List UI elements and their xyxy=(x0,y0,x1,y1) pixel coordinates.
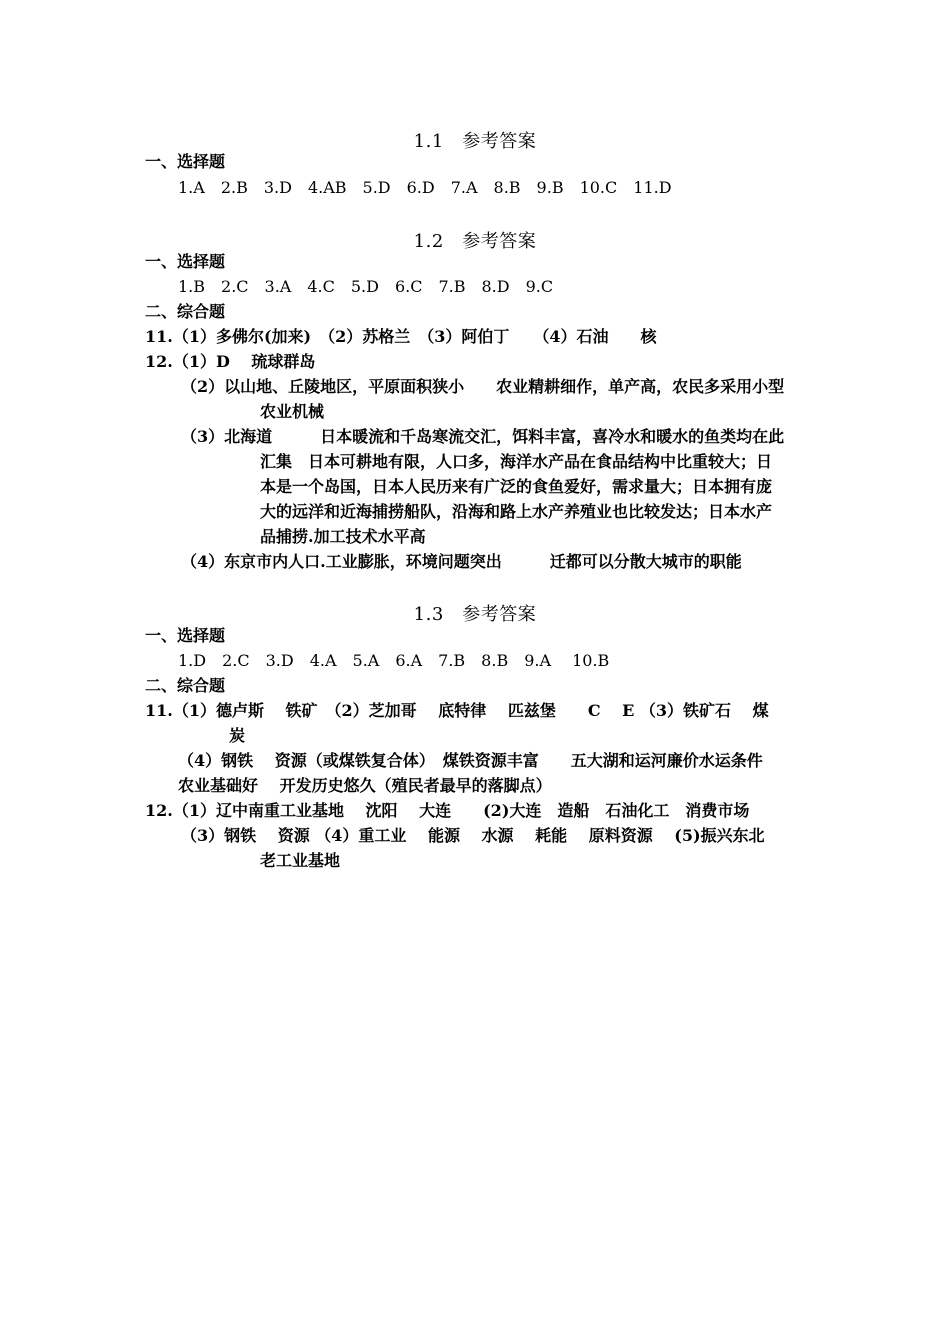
section-title-1-2: 1.2 参考答案 xyxy=(413,231,537,252)
answer-line: 农业机械 xyxy=(260,402,325,421)
answer-line: 汇集 日本可耕地有限，人口多，海洋水产品在食品结构中比重较大；日 xyxy=(260,452,773,471)
answer-line: 农业基础好 开发历史悠久（殖民者最早的落脚点） xyxy=(178,776,552,795)
answer-line: （3）钢铁 资源 （4）重工业 能源 水源 耗能 原料资源 (5)振兴东北 xyxy=(181,826,765,845)
answer-line: 老工业基地 xyxy=(260,851,341,870)
section-title-1-1: 1.1 参考答案 xyxy=(413,131,537,152)
answer-line: 11.（1）德卢斯 铁矿 （2）芝加哥 底特律 匹兹堡 C E （3）铁矿石 煤 xyxy=(145,701,769,720)
choice-answers: 1.A 2.B 3.D 4.AB 5.D 6.D 7.A 8.B 9.B 10.C 11.D xyxy=(178,178,672,197)
answer-line: 本是一个岛国，日本人民历来有广泛的食鱼爱好，需求量大；日本拥有庞 xyxy=(260,477,773,496)
answer-line: 品捕捞.加工技术水平高 xyxy=(260,527,426,546)
answer-line: （4）钢铁 资源（或煤铁复合体） 煤铁资源丰富 五大湖和运河廉价水运条件 xyxy=(178,751,763,770)
heading-choice-questions: 一、选择题 xyxy=(145,152,226,171)
answer-line: （3）北海道 日本暖流和千岛寒流交汇，饵料丰富，喜冷水和暖水的鱼类均在此 xyxy=(181,427,785,446)
answer-line: 12.（1）辽中南重工业基地 沈阳 大连 (2)大连 造船 石油化工 消费市场 xyxy=(145,801,750,820)
answer-line: 12.（1）D 琉球群岛 xyxy=(145,352,316,371)
answer-line: 11.（1）多佛尔(加来) （2）苏格兰 （3）阿伯丁 （4）石油 核 xyxy=(145,327,657,346)
heading-comprehensive-questions: 二、综合题 xyxy=(145,676,226,695)
answer-line: （4）东京市内人口.工业膨胀，环境问题突出 迁都可以分散大城市的职能 xyxy=(181,552,742,571)
heading-comprehensive-questions: 二、综合题 xyxy=(145,302,226,321)
heading-choice-questions: 一、选择题 xyxy=(145,252,226,271)
answer-line: （2）以山地、丘陵地区，平原面积狭小 农业精耕细作，单产高，农民多采用小型 xyxy=(181,377,785,396)
choice-answers: 1.B 2.C 3.A 4.C 5.D 6.C 7.B 8.D 9.C xyxy=(178,277,554,296)
answer-line: 大的远洋和近海捕捞船队，沿海和路上水产养殖业也比较发达；日本水产 xyxy=(260,502,773,521)
section-title-1-3: 1.3 参考答案 xyxy=(413,604,537,625)
heading-choice-questions: 一、选择题 xyxy=(145,626,226,645)
answer-line: 炭 xyxy=(229,726,246,745)
choice-answers: 1.D 2.C 3.D 4.A 5.A 6.A 7.B 8.B 9.A 10.B xyxy=(178,651,610,670)
